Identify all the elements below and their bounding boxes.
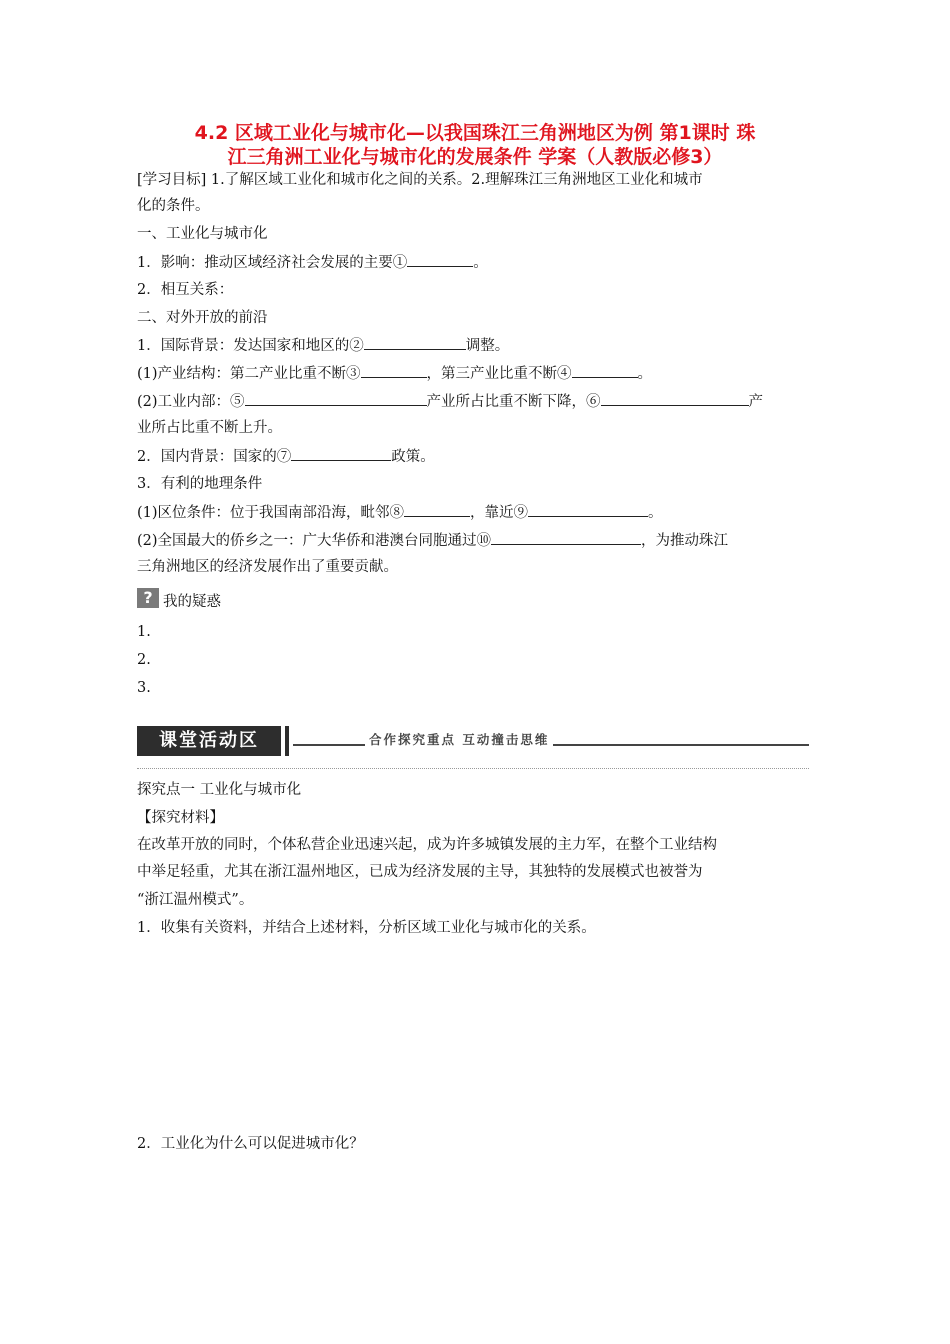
doubt-item-3: 3. <box>137 680 151 696</box>
question-1: 1．收集有关资料，并结合上述材料，分析区域工业化与城市化的关系。 <box>137 920 596 936</box>
section1-heading: 一、工业化与城市化 <box>137 226 268 242</box>
blank-3 <box>361 363 427 378</box>
doubt-item-1: 1. <box>137 624 151 640</box>
dotted-divider <box>137 768 809 769</box>
question-2: 2．工业化为什么可以促进城市化？ <box>137 1136 364 1152</box>
classroom-activity-banner <box>137 726 809 760</box>
banner-subtitle: 合作探究重点 互动撞击思维 <box>365 730 553 748</box>
location-line: (1)区位条件：位于我国南部沿海，毗邻⑧ ，靠近⑨ 。 <box>137 502 817 523</box>
industry-internal-line: (2)工业内部：⑤ 产业所占比重不断下降，⑥ 产 <box>137 391 817 412</box>
section1-item2: 2．相互关系： <box>137 282 234 298</box>
material-label: 【探究材料】 <box>137 810 224 826</box>
geo-conditions-heading: 3．有利的地理条件 <box>137 476 263 492</box>
material-line-1: 在改革开放的同时，个体私营企业迅速兴起，成为许多城镇发展的主力军，在整个工业结构 <box>137 837 717 853</box>
doubts-label: 我的疑惑 <box>163 594 221 610</box>
blank-8 <box>404 502 470 517</box>
material-line-2: 中举足轻重，尤其在浙江温州地区，已成为经济发展的主导，其独特的发展模式也被誉为 <box>137 864 703 880</box>
objectives-line-1: [学习目标] 1.了解区域工业化和城市化之间的关系。2.理解珠江三角洲地区工业化和城市 <box>137 172 703 188</box>
section1-item1: 1．影响：推动区域经济社会发展的主要① 。 <box>137 252 817 273</box>
section2-item1: 1．国际背景：发达国家和地区的② 调整。 <box>137 335 817 356</box>
material-line-3: “浙江温州模式”。 <box>137 892 254 908</box>
doubt-item-2: 2. <box>137 652 151 668</box>
industry-internal-line-2: 业所占比重不断上升。 <box>137 420 282 436</box>
industry-structure-line: (1)产业结构：第二产业比重不断③ ，第三产业比重不断④ 。 <box>137 363 817 384</box>
blank-2 <box>364 335 466 350</box>
blank-1 <box>407 252 473 267</box>
section2-heading: 二、对外开放的前沿 <box>137 310 268 326</box>
title-line-2: 江三角洲工业化与城市化的发展条件 学案（人教版必修3） <box>227 146 723 168</box>
overseas-chinese-line-2: 三角洲地区的经济发展作出了重要贡献。 <box>137 559 398 575</box>
blank-7 <box>291 446 391 461</box>
blank-6 <box>601 391 749 406</box>
overseas-chinese-line: (2)全国最大的侨乡之一：广大华侨和港澳台同胞通过⑩ ，为推动珠江 <box>137 530 817 551</box>
blank-10 <box>491 530 641 545</box>
objectives-line-2: 化的条件。 <box>137 198 210 214</box>
title-line-1: 4.2 区域工业化与城市化—以我国珠江三角洲地区为例 第1课时 珠 <box>194 122 756 144</box>
document-title <box>120 121 830 169</box>
blank-9 <box>528 502 648 517</box>
blank-5 <box>245 391 427 406</box>
question-icon: ? <box>137 588 159 608</box>
banner-title: 课堂活动区 <box>137 726 281 756</box>
banner-divider <box>285 726 289 756</box>
domestic-background-line: 2．国内背景：国家的⑦ 政策。 <box>137 446 817 467</box>
blank-4 <box>572 363 638 378</box>
explore-point-heading: 探究点一 工业化与城市化 <box>137 782 302 798</box>
